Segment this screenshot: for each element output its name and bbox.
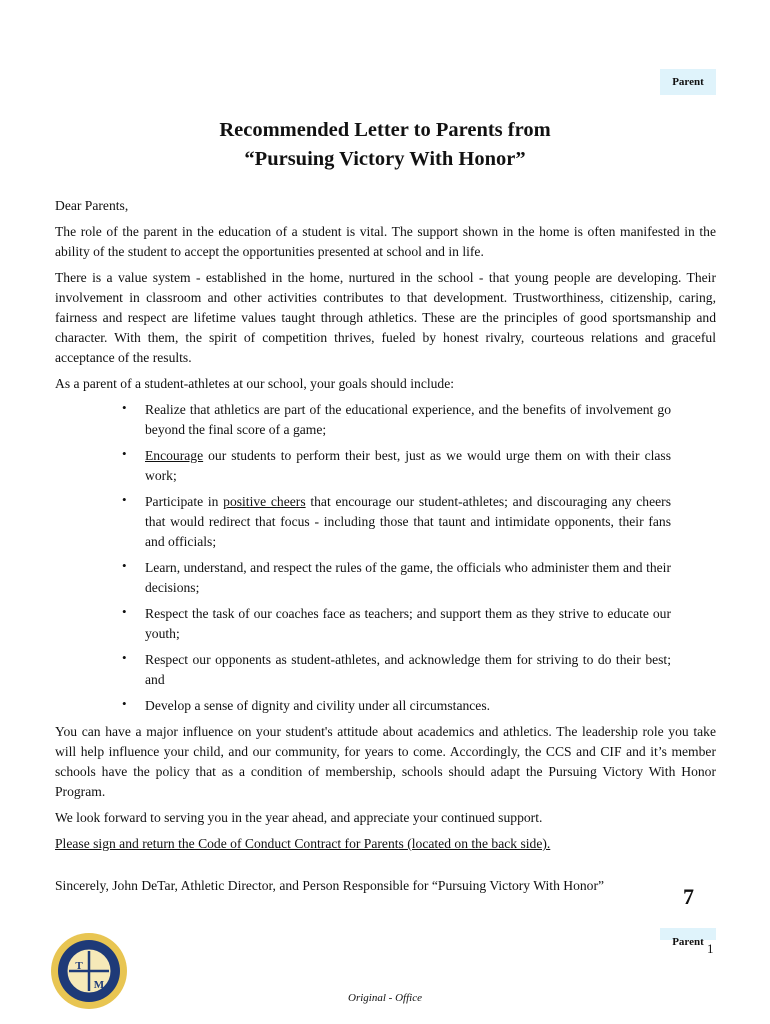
closing-signature-line: Sincerely, John DeTar, Athletic Director, and Person Responsible for “Pursuing Victory With Honor” [55,878,605,893]
goal-underlined-text: Encourage [145,448,204,463]
goals-list [55,400,716,716]
bullet: • [122,696,127,711]
paragraph-value-system: There is a value system - established in the home, nurtured in the school - that young people are developing. Their involvement in classroom and other activities contributes to that development. Trustworthiness, citizenship, caring, fairness and respect are lifetime values taught through athletics. These are the principles of good sportsmanship and character. With them, the spirit of competition thrives, fueled by honest rivalry, courteous relations and graceful acceptance of the results. [55,270,716,365]
page-number: 7 [683,884,694,909]
letter-body [55,196,716,860]
bullet: • [122,446,127,461]
title-line-2: “Pursuing Victory With Honor” [244,148,526,170]
goal-item [55,604,671,644]
goal-text: Develop a sense of dignity and civility under all circumstances. [145,698,491,713]
goals-intro: As a parent of a student-athletes at our school, your goals should include: [55,376,455,391]
small-page-number: 1 [707,941,714,956]
goal-text: Learn, understand, and respect the rules of the game, the officials who administer them and their decisions; [145,560,671,595]
letter-title [0,116,770,174]
goal-underlined-text: positive cheers [223,494,306,509]
bullet: • [122,400,127,415]
goal-item [55,400,671,440]
parent-tag: Parent [660,69,716,95]
footer-copy-label: Original - Office [348,992,422,1004]
sign-and-return-instruction: Please sign and return the Code of Conduct Contract for Parents (located on the back side). [55,836,551,851]
goal-text: our students to perform their best, just as we would urge them on with their class work; [145,448,671,483]
bullet: • [122,604,127,619]
salutation: Dear Parents, [55,198,129,213]
bullet: • [122,492,127,507]
goal-text: Respect the task of our coaches face as teachers; and support them as they strive to educate our youth; [145,606,671,641]
goal-item [55,696,671,716]
title-line-1: Recommended Letter to Parents from [219,119,551,141]
seal-letter-t: T [75,960,83,972]
goal-text: Respect our opponents as student-athletes, and acknowledge them for striving to do their best; and [145,652,671,687]
goal-text: Realize that athletics are part of the educational experience, and the benefits of involvement go beyond the final score of a game; [145,402,671,437]
seal-letter-m: M [93,979,105,991]
goal-text-prefix: Participate in [145,494,224,509]
goal-item [55,650,671,690]
goal-text: that encourage our student-athletes; and discouraging any cheers that would redirect that focus - including those that taunt and intimidate opponents, their fans and officials; [145,494,671,549]
bullet: • [122,558,127,573]
paragraph-support: We look forward to serving you in the year ahead, and appreciate your continued support. [55,810,543,825]
goal-item [55,492,671,552]
goal-item [55,558,671,598]
bullet: • [122,650,127,665]
paragraph-influence: You can have a major influence on your student's attitude about academics and athletics. The leadership role you take will help influence your child, and our community, for years to come. Accordingly, the CCS and CIF and it’s member schools have the policy that as a condition of membership, schools should adapt the Pursuing Victory With Honor Program. [55,724,716,799]
parent-tag-bottom: Parent [660,928,716,940]
goal-item [55,446,671,486]
paragraph-parent-role: The role of the parent in the education of a student is vital. The support shown in the home is often manifested in the ability of the student to accept the opportunities presented at school and in life. [55,224,716,259]
